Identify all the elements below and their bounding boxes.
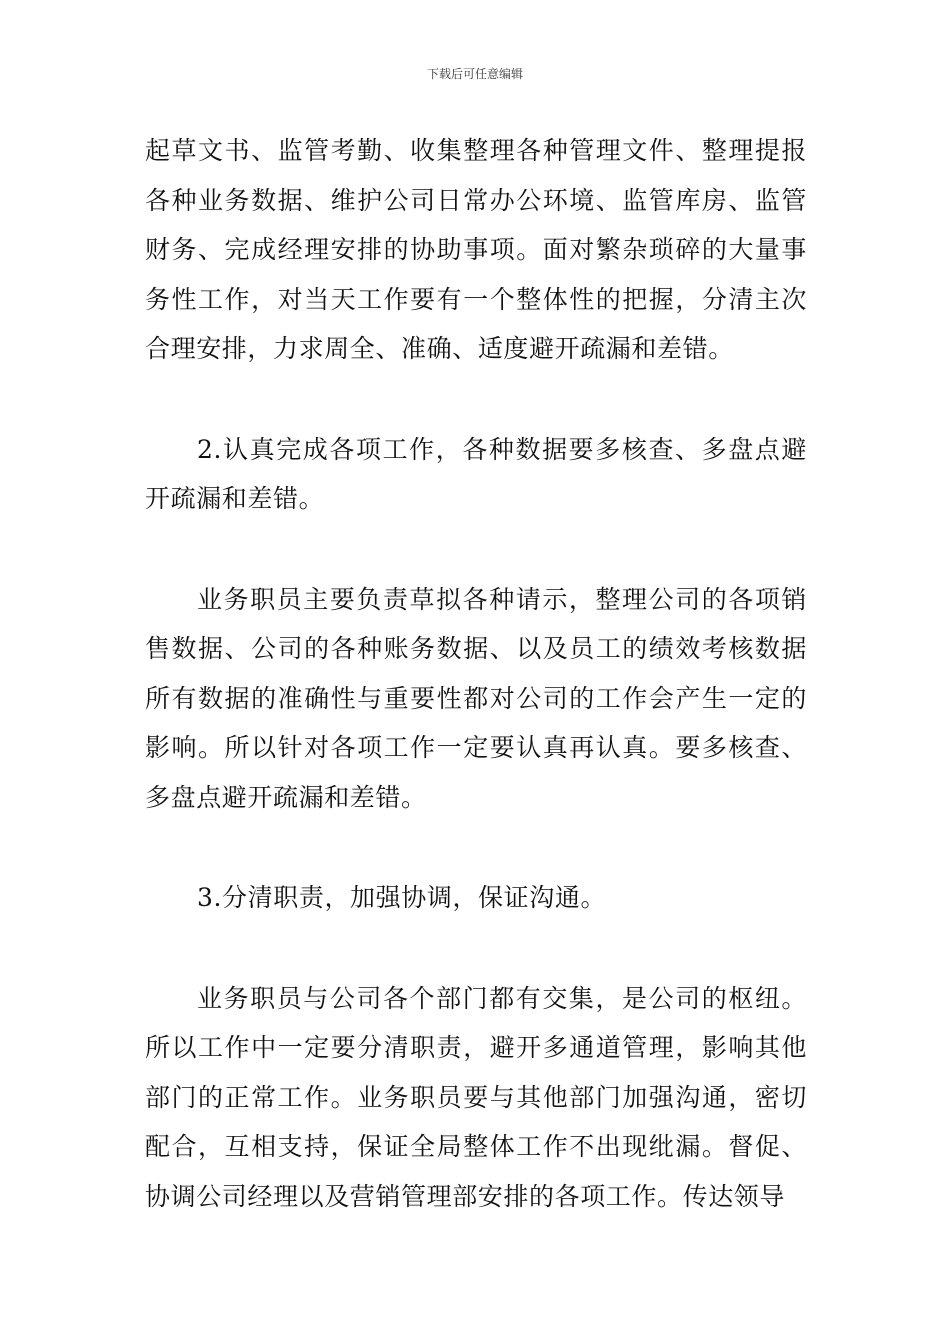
paragraph-1: 起草文书、监管考勤、收集整理各种管理文件、整理提报各种业务数据、维护公司日常办公环境、监管库房、监管财务、完成经理安排的协助事项。面对繁杂琐碎的大量事务性工作，对当天工作要有一个整体性的把握，分清主次合理安排，力求周全、准确、适度避开疏漏和差错。: [145, 136, 807, 363]
paragraph-3: 业务职员主要负责草拟各种请示，整理公司的各项销售数据、公司的各种账务数据、以及员工的绩效考核数据所有数据的准确性与重要性都对公司的工作会产生一定的影响。所以针对各项工作一定要认真再认真。要多核查、多盘点避开疏漏和差错。: [145, 584, 807, 812]
paragraph-5: 业务职员与公司各个部门都有交集，是公司的枢纽。所以工作中一定要分清职责，避开多通道管理，影响其他部门的正常工作。业务职员要与其他部门加强沟通，密切配合，互相支持，保证全局整体工作不出现纰漏。督促、协调公司经理以及营销管理部安排的各项工作。传达领导: [145, 983, 807, 1211]
document-body: [145, 126, 807, 1221]
page-header-note: 下载后可任意编辑: [426, 67, 523, 81]
paragraph-2: 2.认真完成各项工作，各种数据要多核查、多盘点避开疏漏和差错。: [145, 434, 807, 513]
paragraph-4: 3.分清职责，加强协调，保证沟通。: [197, 883, 607, 912]
